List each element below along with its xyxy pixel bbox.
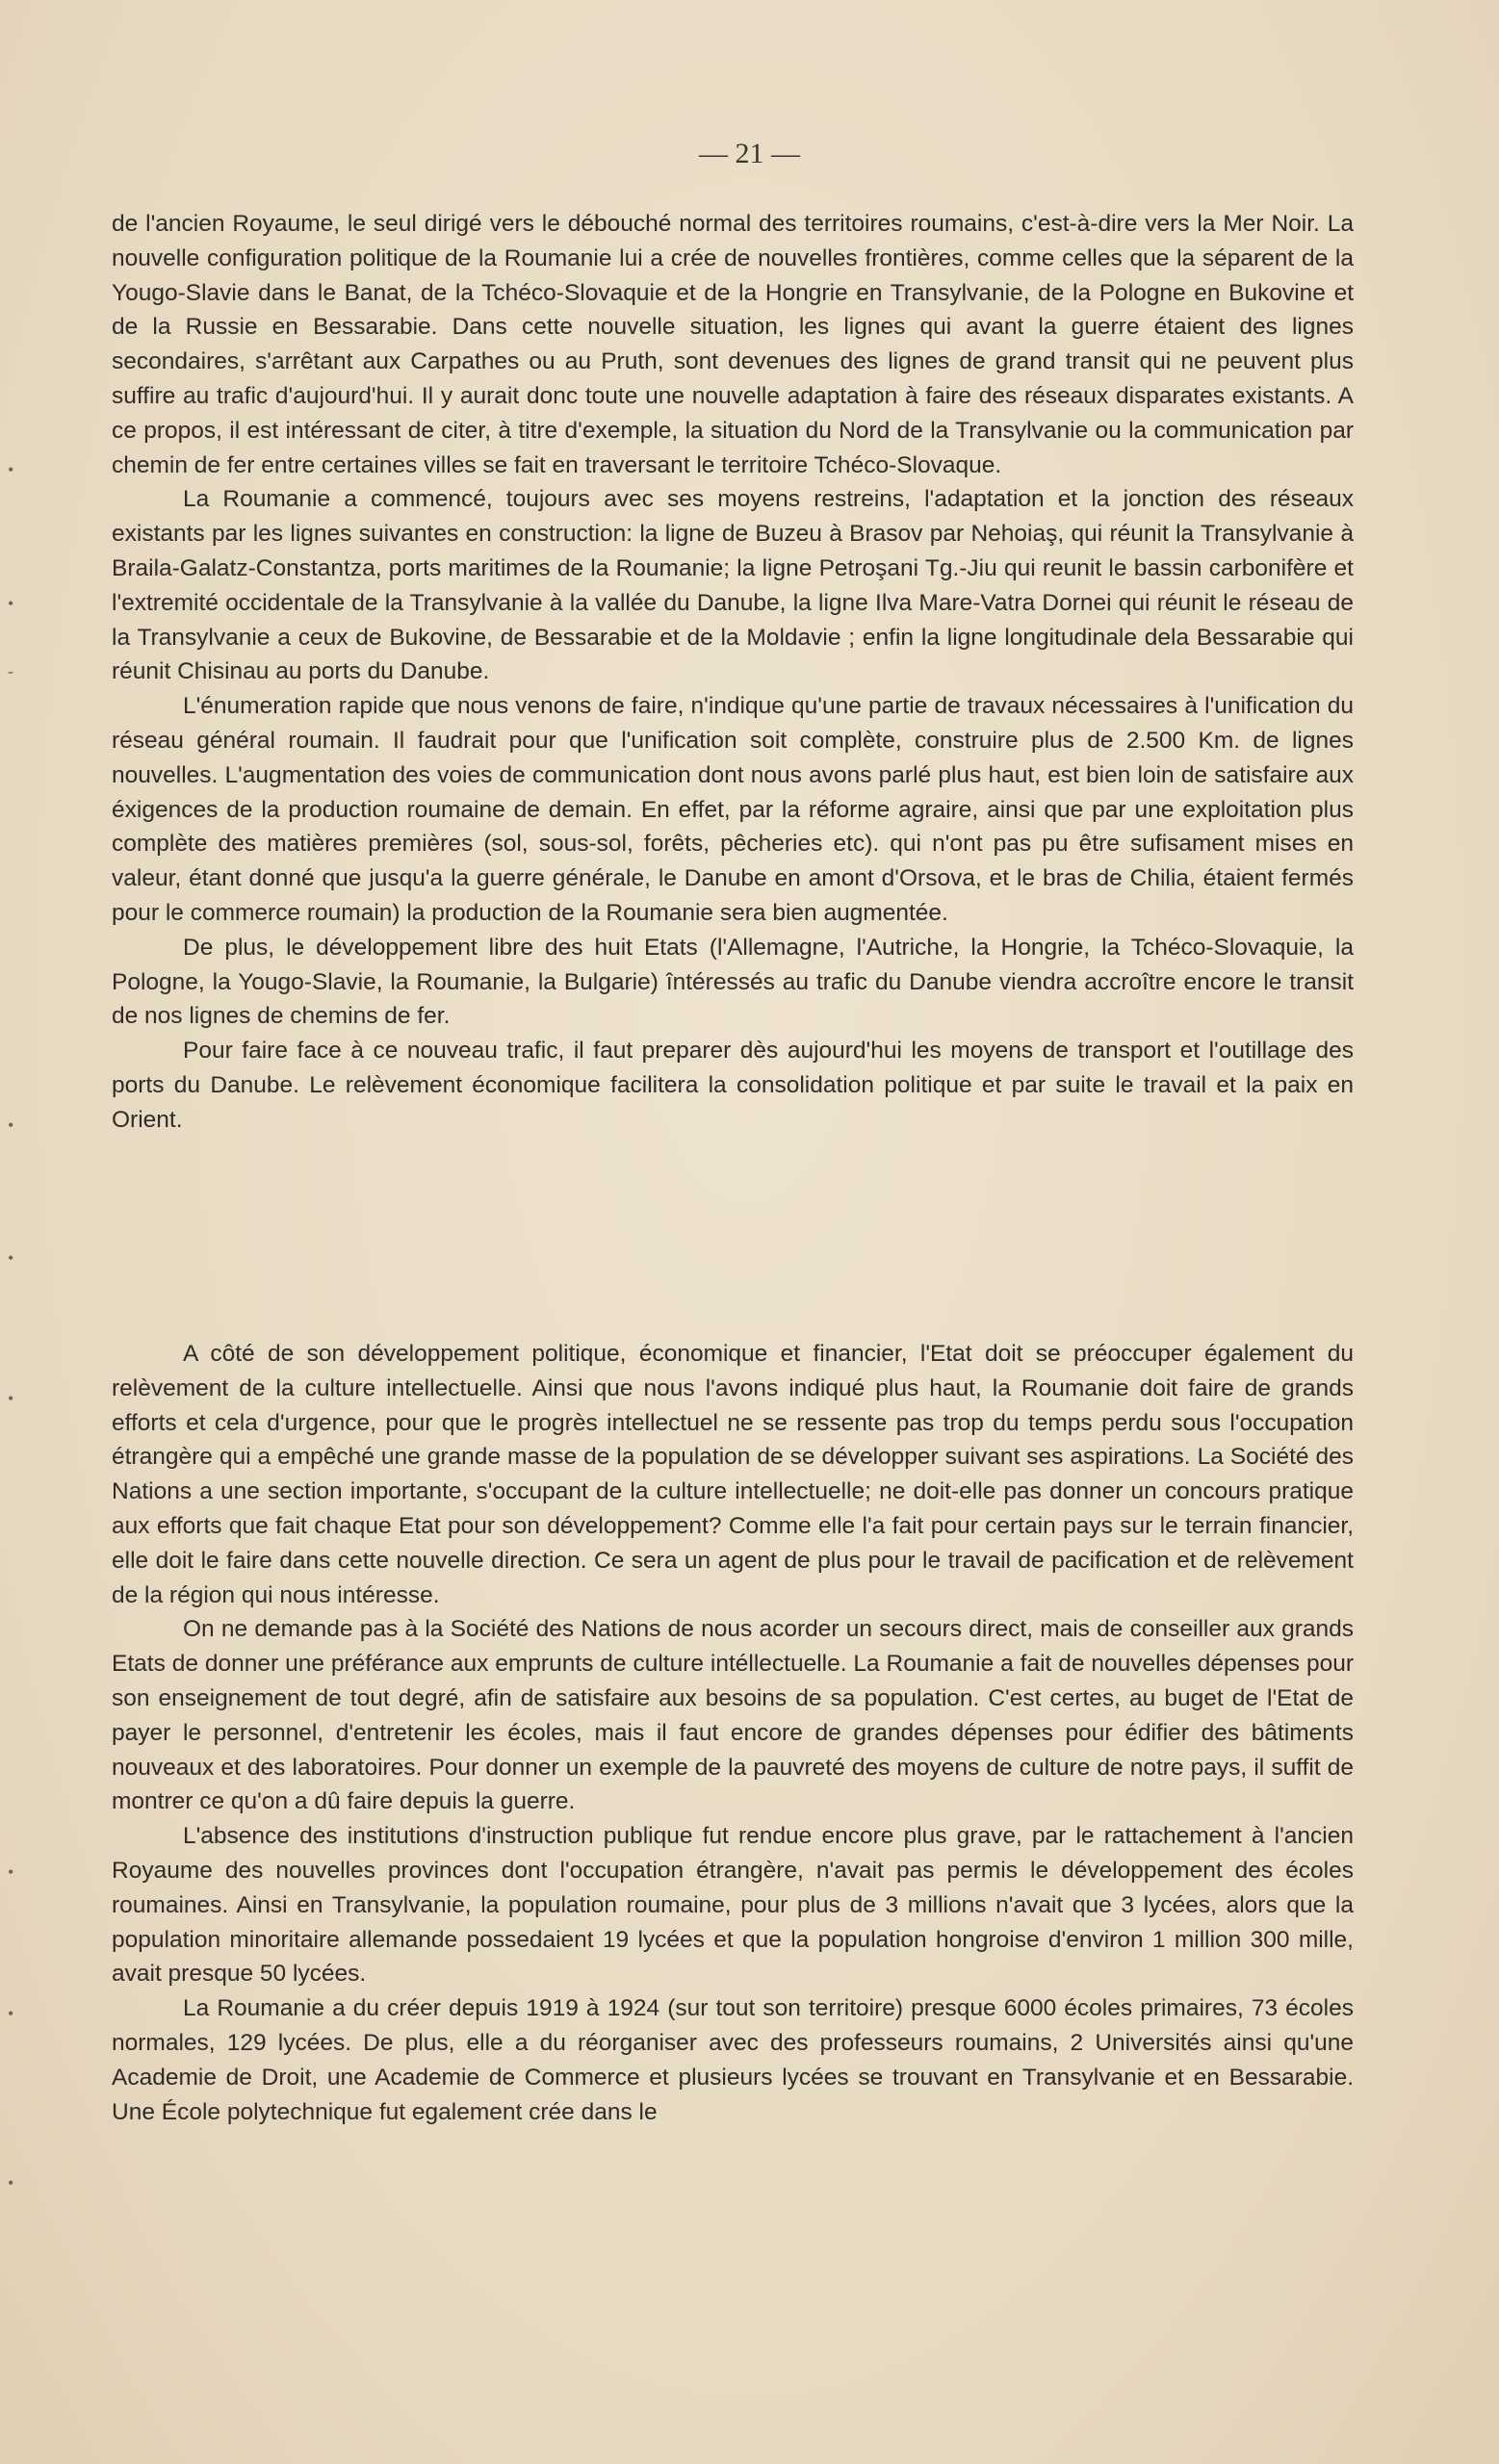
margin-mark: •: [8, 2004, 14, 2023]
margin-mark: •: [8, 1248, 14, 1268]
margin-mark: •: [8, 460, 14, 479]
paragraph: de l'ancien Royaume, le seul dirigé vers le débouché normal des territoires roumains, c'est-à-dire vers la Mer Noir. La nouvelle configuration politique de la Roumanie lui a crée de nouvelles frontières, comme celles que la séparent de la Yougo-Slavie dans le Banat, de la Tchéco-Slovaquie et de la Hongrie en Transylvanie, de la Pologne en Bukovine et de la Russie en Bessarabie. Dans cette nouvelle situation, les lignes qui avant la guerre étaient des lignes secondaires, s'arrêtant aux Carpathes ou au Pruth, sont devenues des lignes de grand transit qui ne peuvent plus suffire au trafic d'aujourd'hui. Il y aurait donc toute une nouvelle adaptation à faire des réseaux disparates existants. A ce propos, il est intéressant de citer, à titre d'exemple, la situation du Nord de la Transylvanie ou la communication par chemin de fer entre certaines villes se fait en traversant le territoire Tchéco-Slovaque.: [112, 211, 1354, 478]
margin-mark: •: [8, 1389, 14, 1408]
margin-mark: •: [8, 1862, 14, 1882]
paragraph: Pour faire face à ce nouveau trafic, il faut preparer dès aujourd'hui les moyens de transport et l'outillage des ports du Danube. Le relèvement économique facilitera la consolidation politique et par suite le travail et la paix en Orient.: [112, 1038, 1354, 1133]
paragraph: La Roumanie a du créer depuis 1919 à 1924 (sur tout son territoire) presque 6000 écoles primaires, 73 écoles normales, 129 lycées. De plus, elle a du réorganiser avec des professeurs roumains, 2 Universités ainsi qu'une Academie de Droit, une Academie de Commerce et plusieurs lycées se trouvant en Transylvanie et en Bessarabie. Une École polytechnique fut egalement crée dans le: [112, 1995, 1354, 2125]
margin-mark: -: [8, 661, 13, 680]
paragraph: A côté de son développement politique, économique et financier, l'Etat doit se préoccuper également du relèvement de la culture intellectuelle. Ainsi que nous l'avons indiqué plus haut, la Roumanie doit faire de grands efforts et cela d'urgence, pour que le progrès intellectuel ne se ressente pas trop du temps perdu sous l'occupation étrangère qui a empêché une grande masse de la population de se développer suivant ses aspirations. La Société des Nations a une section importante, s'occupant de la culture intellectuelle; ne doit-elle pas donner un concours pratique aux efforts que fait chaque Etat pour son développement? Comme elle l'a fait pour certain pays sur le terrain financier, elle doit le faire dans cette nouvelle direction. Ce sera un agent de plus pour le travail de pacification et de relèvement de la région qui nous intéresse.: [112, 1341, 1354, 1608]
section-transport: [112, 207, 1354, 1138]
paragraph: De plus, le développement libre des huit Etats (l'Allemagne, l'Autriche, la Hongrie, la Tchéco-Slovaquie, la Pologne, la Yougo-Slavie, la Roumanie, la Bulgarie) întéressés au trafic du Danube viendra accroître encore le transit de nos lignes de chemins de fer.: [112, 934, 1354, 1030]
page-number: — 21 —: [699, 138, 800, 169]
paragraph: L'énumeration rapide que nous venons de faire, n'indique qu'une partie de travaux nécessaires à l'unification du réseau général roumain. Il faudrait pour que l'unification soit complète, construire plus de 2.500 Km. de lignes nouvelles. L'augmentation des voies de communication dont nous avons parlé plus haut, est bien loin de satisfaire aux éxigences de la production roumaine de demain. En effet, par la réforme agraire, ainsi que par une exploitation plus complète des matières premières (sol, sous-sol, forêts, pêcheries etc). qui n'ont pas pu être sufisament mises en valeur, étant donné que jusqu'a la guerre générale, le Danube en amont d'Orsova, et le bras de Chilia, étaient fermés pour le commerce roumain) la production de la Roumanie sera bien augmentée.: [112, 693, 1354, 926]
paragraph: On ne demande pas à la Société des Nations de nous acorder un secours direct, mais de conseiller aux grands Etats de donner une préférance aux emprunts de culture intéllectuelle. La Roumanie a fait de nouvelles dépenses pour son enseignement de tout degré, afin de satisfaire aux besoins de sa population. C'est certes, au buget de l'Etat de payer le personnel, d'entretenir les écoles, mais il faut encore de grandes dépenses pour édifier des bâtiments nouveaux et des laboratoires. Pour donner un exemple de la pauvreté des moyens de culture de notre pays, il suffit de montrer ce qu'on a dû faire depuis la guerre.: [112, 1616, 1354, 1815]
margin-mark: •: [8, 594, 14, 613]
margin-mark: •: [8, 2173, 14, 2193]
section-culture: [112, 1337, 1354, 2129]
paragraph: La Roumanie a commencé, toujours avec ses moyens restreins, l'adaptation et la jonction des réseaux existants par les lignes suivantes en construction: la ligne de Buzeu à Brasov par Nehoiaş, qui réunit la Transylvanie à Braila-Galatz-Constantza, ports maritimes de la Roumanie; la ligne Petroşani Tg.-Jiu qui reunit le bassin carbonifère et l'extremité occidentale de la Transylvanie à la vallée du Danube, la ligne Ilva Mare-Vatra Dornei qui réunit le réseau de la Transylvanie a ceux de Bukovine, de Bessarabie et de la Moldavie ; enfin la ligne longitudinale dela Bessarabie qui réunit Chisinau au ports du Danube.: [112, 486, 1354, 685]
paragraph: L'absence des institutions d'instruction publique fut rendue encore plus grave, par le rattachement à l'ancien Royaume des nouvelles provinces dont l'occupation étrangère, n'avait pas permis le développement des écoles roumaines. Ainsi en Transylvanie, la population roumaine, pour plus de 3 millions n'avait que 3 lycées, alors que la population minoritaire allemande possedaient 19 lycées et que la population hongroise d'environ 1 million 300 mille, avait presque 50 lycées.: [112, 1823, 1354, 1988]
margin-mark: •: [8, 1116, 14, 1135]
